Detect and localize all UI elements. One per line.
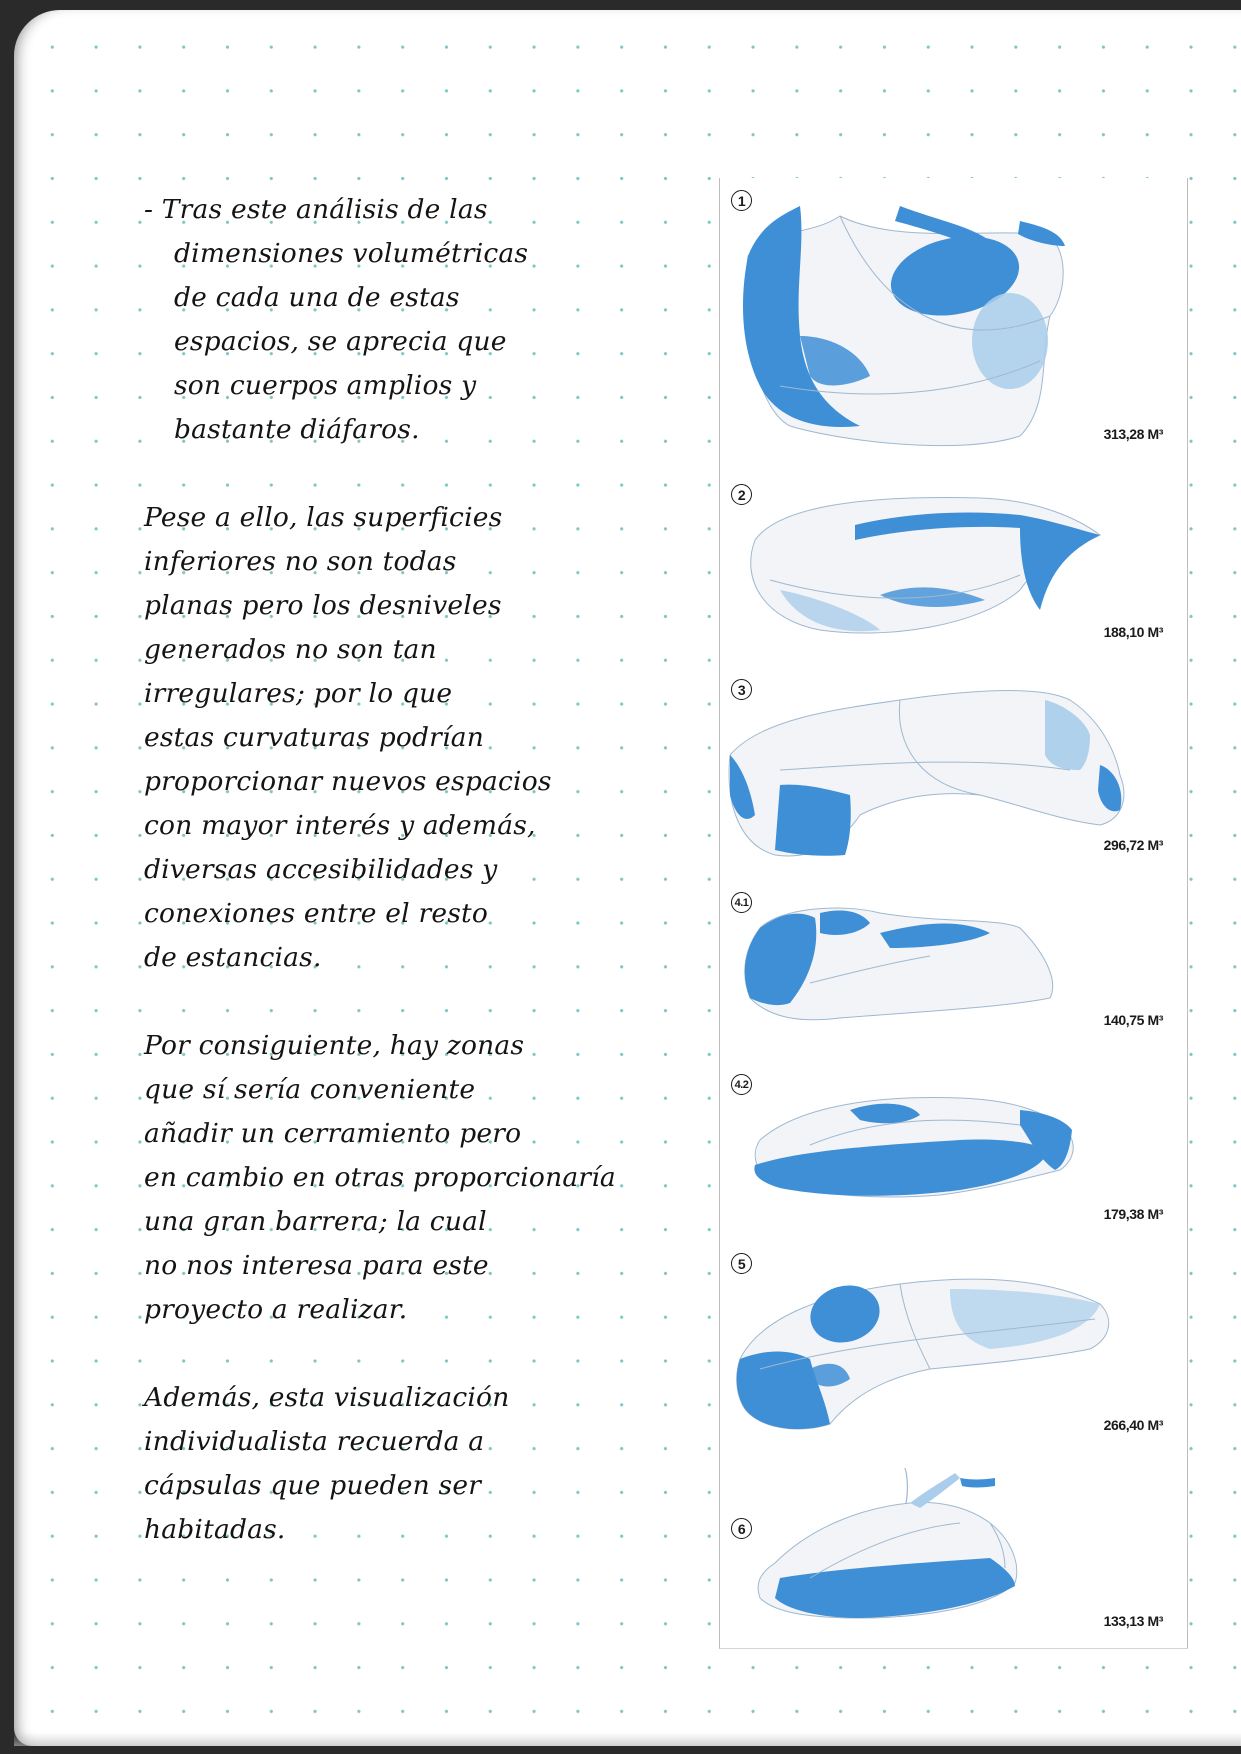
figure-number-badge: 4.1 <box>731 892 752 913</box>
figure-3 <box>720 675 1187 867</box>
note-line: generados no son tan <box>144 634 437 665</box>
notes-paragraph-4 <box>144 1376 704 1552</box>
note-line: con mayor interés y además, <box>144 810 536 841</box>
note-line: estas curvaturas podrían <box>144 722 484 753</box>
figure-number-badge: 2 <box>731 484 752 505</box>
note-line: proyecto a realizar. <box>144 1294 408 1325</box>
note-line: proporcionar nuevos espacios <box>144 766 552 797</box>
note-line: añadir un cerramiento pero <box>144 1118 522 1149</box>
volume-figures-plate <box>719 178 1188 1649</box>
note-line: individualista recuerda a <box>144 1426 485 1457</box>
figure-1 <box>720 186 1187 456</box>
note-line: dimensiones volumétricas <box>174 238 529 269</box>
figure-5 <box>720 1249 1187 1449</box>
note-line: Pese a ello, las superficies <box>144 502 503 533</box>
note-line: bastante diáfaros. <box>174 414 420 445</box>
figure-number-badge: 3 <box>731 679 752 700</box>
note-line: - Tras este análisis de las <box>144 194 488 225</box>
notebook-page <box>14 10 1241 1746</box>
note-line: de cada una de estas <box>174 282 460 313</box>
note-line: diversas accesibilidades y <box>144 854 498 885</box>
figure-number-badge: 1 <box>731 190 752 211</box>
figure-number-badge: 5 <box>731 1253 752 1274</box>
note-line: una gran barrera; la cual <box>144 1206 487 1237</box>
page-edge-shadow <box>14 1732 1241 1746</box>
notes-paragraph-2 <box>144 496 704 980</box>
figure-volume-label: 133,13 M³ <box>1103 1613 1163 1629</box>
figure-4-1 <box>720 888 1187 1038</box>
note-line: conexiones entre el resto <box>144 898 489 929</box>
note-line: inferiores no son todas <box>144 546 457 577</box>
figure-6 <box>720 1468 1187 1640</box>
note-line: de estancias. <box>144 942 322 973</box>
note-line: Además, esta visualización <box>144 1382 510 1413</box>
note-line: irregulares; por lo que <box>144 678 453 709</box>
note-line: planas pero los desniveles <box>144 590 502 621</box>
note-line: en cambio en otras proporcionaría <box>144 1162 616 1193</box>
notes-paragraph-3 <box>144 1024 704 1332</box>
note-line: que sí sería conveniente <box>144 1074 476 1105</box>
note-line: cápsulas que pueden ser <box>144 1470 482 1501</box>
note-line: son cuerpos amplios y <box>174 370 477 401</box>
note-line: no nos interesa para este <box>144 1250 489 1281</box>
figure-volume-label: 313,28 M³ <box>1103 426 1163 442</box>
handwritten-notes <box>144 188 704 1596</box>
figure-volume-label: 296,72 M³ <box>1103 837 1163 853</box>
figure-4-2 <box>720 1070 1187 1230</box>
figure-number-badge: 6 <box>731 1518 752 1539</box>
volume-render-1 <box>720 186 1187 456</box>
figure-number-badge: 4.2 <box>731 1074 752 1095</box>
figure-volume-label: 140,75 M³ <box>1103 1012 1163 1028</box>
figure-volume-label: 266,40 M³ <box>1103 1417 1163 1433</box>
note-line: espacios, se aprecia que <box>174 326 507 357</box>
figure-volume-label: 188,10 M³ <box>1103 624 1163 640</box>
note-line: Por consiguiente, hay zonas <box>144 1030 525 1061</box>
notes-paragraph-1 <box>144 188 704 452</box>
figure-2 <box>720 480 1187 650</box>
note-line: habitadas. <box>144 1514 286 1545</box>
figure-volume-label: 179,38 M³ <box>1103 1206 1163 1222</box>
